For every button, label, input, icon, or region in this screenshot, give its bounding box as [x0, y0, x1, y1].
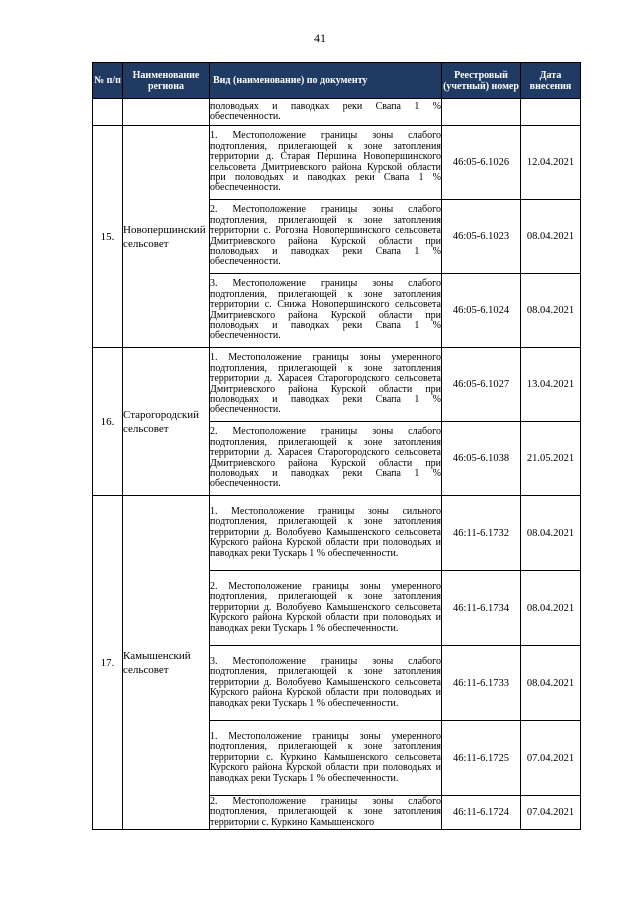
registry-number: 46:05-6.1027 [442, 348, 521, 422]
header-registry-number: Реестровый (учетный) номер [442, 63, 521, 99]
page-number: 41 [314, 31, 326, 45]
header-region: Наименование региона [123, 63, 210, 99]
description-cell: 1. Местоположение границы зоны умеренного подтопления, прилегающей к зоне затопления территории д. Харасея Старогородского сельсовета Дмитриевского района Курской области при половодьях и паводках реки Свапа 1 % обеспеченности. [210, 348, 442, 422]
header-date-added: Дата внесения [521, 63, 581, 99]
description-cell: 2. Местоположение границы зоны слабого подтопления, прилегающей к зоне затопления территории с. Куркино Камышенского [210, 795, 441, 828]
description-cell: 1. Местоположение границы зоны умеренного подтопления, прилегающей к зоне затопления территории с. Куркино Камышенского сельсовета Курского района Курской области при половодьях и паводках реки Тускарь 1 % обеспеченности. [210, 721, 442, 796]
date-added: 13.04.2021 [521, 348, 581, 422]
table-header-row [93, 63, 581, 99]
registry-number: 46:05-6.1026 [442, 126, 521, 200]
date-added: 21.05.2021 [521, 422, 581, 496]
header-description: Вид (наименование) по документу [210, 63, 442, 99]
description-cell: 3. Местоположение границы зоны слабого подтопления, прилегающей к зоне затопления территории д. Волобуево Камышенского сельсовета Курского района Курской области при половодьях и паводках реки Тускарь 1 % обеспеченности. [210, 646, 442, 721]
date-added: 12.04.2021 [521, 126, 581, 200]
registry-number: 46:11-6.1725 [442, 721, 521, 796]
description-cell: 2. Местоположение границы зоны умеренного подтопления, прилегающей к зоне затопления территории д. Волобуево Камышенского сельсовета Курского района Курской области при половодьях и паводках реки Тускарь 1 % обеспеченности. [210, 571, 442, 646]
description-cell: 2. Местоположение границы зоны слабого подтопления, прилегающей к зоне затопления территории с. Рогозна Новопершинского сельсовета Дмитриевского района Курской области при половодьях и паводках реки Свапа 1 % обеспеченности. [210, 200, 442, 274]
description-cell: 1. Местоположение границы зоны сильного подтопления, прилегающей к зоне затопления территории д. Волобуево Камышенского сельсовета Курского района Курской области при половодьях и паводках реки Тускарь 1 % обеспеченности. [210, 496, 442, 571]
region-cell [123, 99, 210, 126]
date-added: 07.04.2021 [521, 796, 581, 830]
header-num: № п/п [93, 63, 123, 99]
registry-number: 46:11-6.1734 [442, 571, 521, 646]
table-row [93, 348, 581, 422]
table-row-continuation [93, 99, 581, 126]
registry-number: 46:05-6.1038 [442, 422, 521, 496]
registry-table [92, 62, 581, 830]
registry-cell [442, 99, 521, 126]
description-cell: 2. Местоположение границы зоны слабого подтопления, прилегающей к зоне затопления территории д. Харасея Старогородского сельсовета Дмитриевского района Курской области при половодьях и паводках реки Свапа 1 % обеспеченности. [210, 422, 442, 496]
date-added: 08.04.2021 [521, 496, 581, 571]
date-added: 08.04.2021 [521, 200, 581, 274]
group-number: 15. [93, 126, 123, 348]
group-number: 17. [93, 496, 123, 830]
region-name: Старогородский сельсовет [123, 348, 210, 496]
registry-number: 46:05-6.1024 [442, 274, 521, 348]
registry-number: 46:11-6.1724 [442, 796, 521, 830]
date-added: 08.04.2021 [521, 571, 581, 646]
date-added: 08.04.2021 [521, 274, 581, 348]
registry-number: 46:11-6.1732 [442, 496, 521, 571]
region-name: Камышенский сельсовет [123, 496, 210, 830]
num-cell [93, 99, 123, 126]
region-name: Новопершинский сельсовет [123, 126, 210, 348]
description-cell: 3. Местоположение границы зоны слабого подтопления, прилегающей к зоне затопления территории с. Снижа Новопершинского сельсовета Дмитриевского района Курской области при половодьях и паводках реки Свапа 1 % обеспеченности. [210, 274, 442, 348]
registry-number: 46:05-6.1023 [442, 200, 521, 274]
group-number: 16. [93, 348, 123, 496]
date-added: 07.04.2021 [521, 721, 581, 796]
table-row [93, 126, 581, 200]
table-row [93, 496, 581, 571]
date-cell [521, 99, 581, 126]
description-cell: 1. Местоположение границы зоны слабого подтопления, прилегающей к зоне затопления территории д. Старая Першина Новопершинского сельсовета Дмитриевского района Курской области при половодьях и паводках реки Свапа 1 % обеспеченности. [210, 126, 442, 200]
date-added: 08.04.2021 [521, 646, 581, 721]
description-cell: половодьях и паводках реки Свапа 1 % обеспеченности. [210, 99, 442, 126]
registry-number: 46:11-6.1733 [442, 646, 521, 721]
